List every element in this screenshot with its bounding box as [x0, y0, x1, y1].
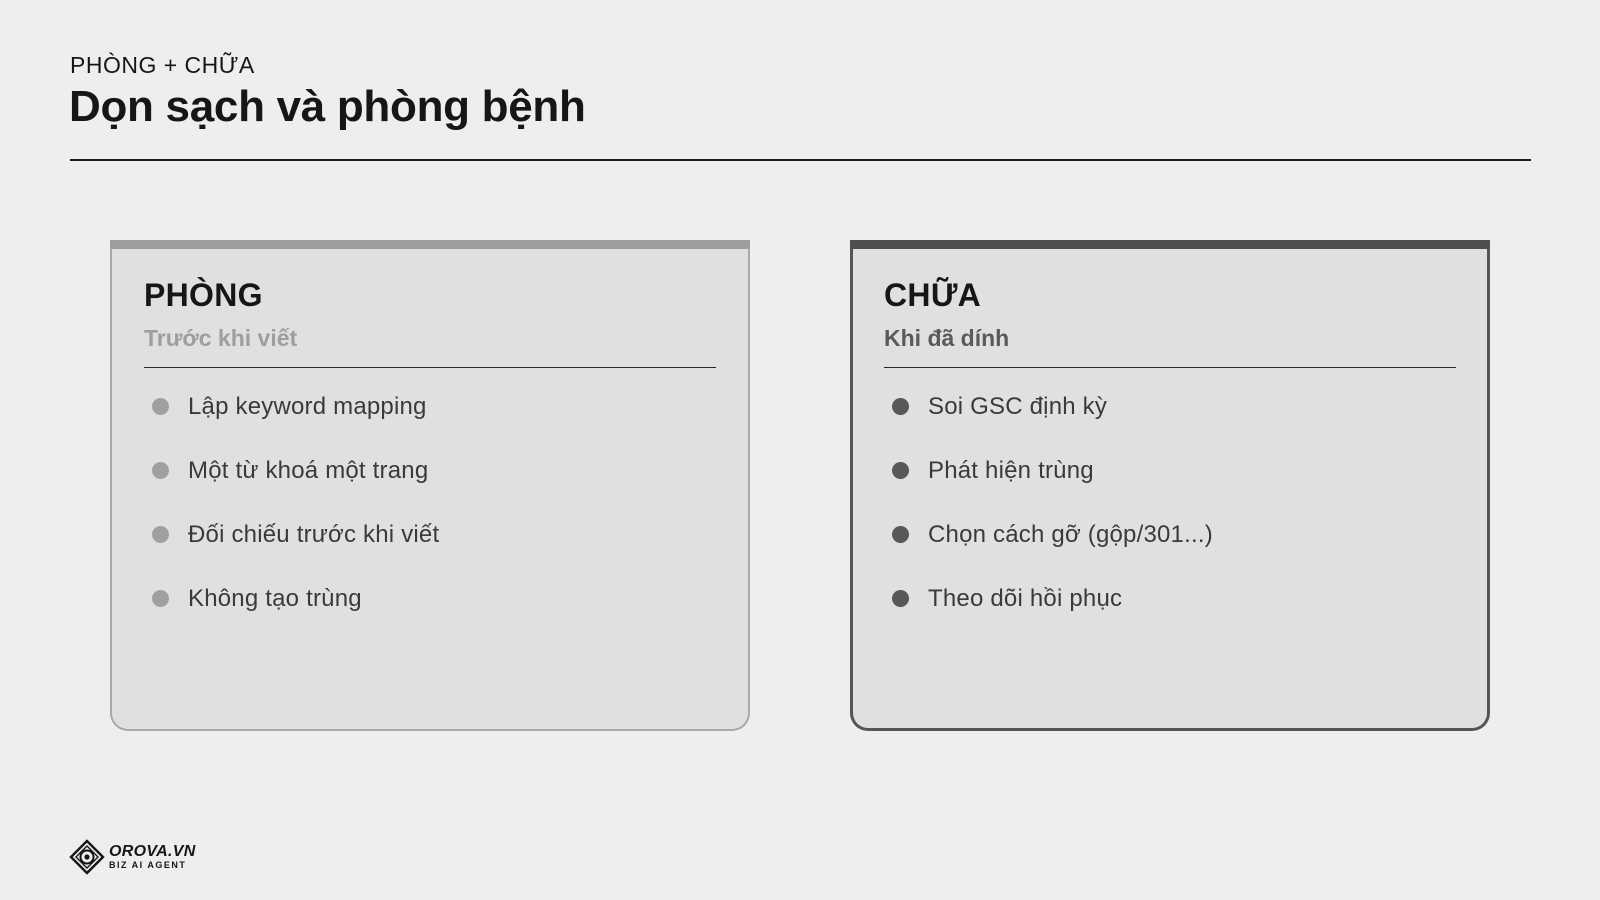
list-item — [152, 458, 439, 522]
prevention-card — [110, 249, 750, 731]
page-title: Dọn sạch và phòng bệnh — [69, 82, 586, 131]
brand-logo — [69, 839, 196, 875]
card-title: PHÒNG — [144, 277, 263, 313]
card-accent-bar — [850, 240, 1490, 249]
list-item-text: Chọn cách gỡ (gộp/301...) — [928, 521, 1213, 548]
section-eyebrow: PHÒNG + CHỮA — [70, 52, 255, 78]
orova-logo-icon — [69, 839, 105, 875]
card-accent-bar — [110, 240, 750, 249]
bullet-dot-icon — [152, 398, 169, 415]
list-item-text: Một từ khoá một trang — [188, 457, 429, 484]
card-title: CHỮA — [884, 277, 982, 313]
list-item — [152, 522, 439, 586]
bullet-list — [892, 394, 1213, 650]
card-subtitle: Trước khi viết — [144, 325, 298, 351]
bullet-dot-icon — [152, 462, 169, 479]
card-divider — [884, 367, 1456, 368]
bullet-list — [152, 394, 439, 650]
header-divider — [70, 159, 1531, 161]
bullet-dot-icon — [892, 590, 909, 607]
treatment-card — [850, 249, 1490, 731]
list-item — [152, 394, 439, 458]
card-divider — [144, 367, 716, 368]
list-item — [892, 522, 1213, 586]
list-item-text: Phát hiện trùng — [928, 457, 1094, 484]
list-item — [892, 394, 1213, 458]
list-item-text: Soi GSC định kỳ — [928, 393, 1108, 420]
list-item-text: Không tạo trùng — [188, 585, 362, 612]
bullet-dot-icon — [892, 398, 909, 415]
list-item — [892, 458, 1213, 522]
bullet-dot-icon — [152, 526, 169, 543]
list-item-text: Lập keyword mapping — [188, 393, 427, 420]
list-item-text: Theo dõi hồi phục — [928, 585, 1123, 612]
bullet-dot-icon — [152, 590, 169, 607]
bullet-dot-icon — [892, 462, 909, 479]
list-item — [152, 586, 439, 650]
bullet-dot-icon — [892, 526, 909, 543]
list-item — [892, 586, 1213, 650]
list-item-text: Đối chiếu trước khi viết — [188, 521, 440, 548]
brand-name: OROVA.VN — [109, 842, 196, 860]
brand-tagline: BIZ AI AGENT — [109, 859, 187, 870]
card-subtitle: Khi đã dính — [884, 325, 1010, 351]
